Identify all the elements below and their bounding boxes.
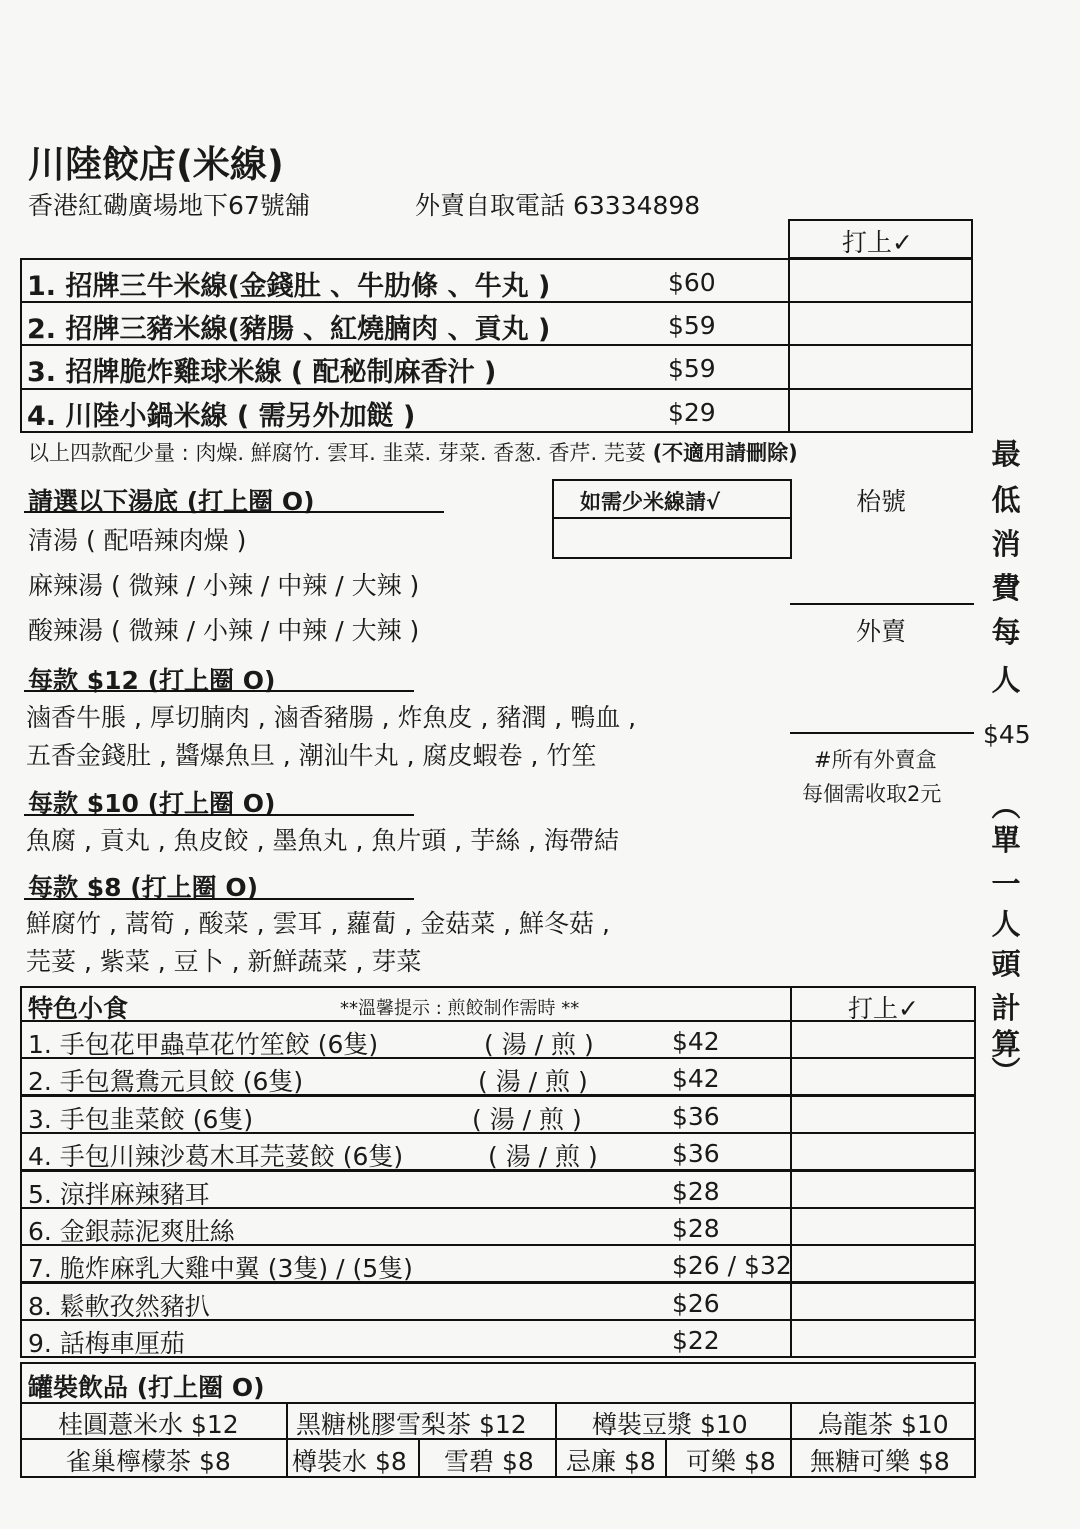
main-menu-row[interactable] (20, 258, 973, 303)
main-item-price: $59 (668, 311, 716, 340)
drink-item[interactable]: 樽裝豆漿 $10 (592, 1410, 748, 1439)
topping-line[interactable]: 滷香牛脹 , 厚切腩肉 , 滷香豬腸 , 炸魚皮 , 豬潤 , 鴨血 , (26, 703, 637, 732)
min-charge-char: ︵ (991, 789, 1021, 823)
topping-line[interactable]: 五香金錢肚 , 醬爆魚旦 , 潮汕牛丸 , 腐皮蝦卷 , 竹笙 (26, 741, 597, 770)
min-charge-char: 低 (991, 483, 1021, 517)
min-charge-char: 算 (991, 1027, 1021, 1061)
snack-price: $42 (672, 1027, 720, 1056)
snack-row[interactable] (20, 1170, 976, 1209)
topping-title-underline (24, 690, 414, 692)
min-charge-char: 計 (991, 991, 1021, 1025)
snack-name: 6. 金銀蒜泥爽肚絲 (28, 1217, 235, 1246)
min-charge-amount: $45 (983, 720, 1031, 749)
drink-item[interactable]: 烏龍茶 $10 (818, 1410, 949, 1439)
drink-item[interactable]: 黑糖桃膠雪梨茶 $12 (296, 1410, 527, 1439)
drinks-col-divider (665, 1438, 667, 1478)
takeaway-line[interactable] (790, 732, 974, 734)
table-number-line[interactable] (790, 603, 974, 605)
min-charge-char: 人 (991, 907, 1021, 941)
snacks-title: 特色小食 (28, 994, 129, 1023)
min-charge-char: 人 (991, 663, 1021, 697)
snack-name: 3. 手包韭菜餃 (6隻) (28, 1105, 254, 1134)
min-charge-char: 費 (991, 571, 1021, 605)
drinks-title: 罐裝飲品 (打上圈 O) (28, 1373, 265, 1402)
snack-name: 4. 手包川辣沙葛木耳芫荽餃 (6隻) (28, 1142, 404, 1171)
topping-line[interactable]: 魚腐 , 貢丸 , 魚皮餃 , 墨魚丸 , 魚片頭 , 芋絲 , 海帶結 (26, 826, 620, 855)
topping-group-title: 每款 $10 (打上圈 O) (28, 789, 276, 818)
main-item-name: 4. 川陸小鍋米線 ( 需另外加餸 ) (27, 401, 416, 432)
topping-line[interactable]: 芫荽 , 紫菜 , 豆卜 , 新鮮蔬菜 , 芽菜 (26, 947, 422, 976)
snack-row[interactable] (20, 1132, 976, 1171)
main-note-bold: (不適用請刪除) (652, 441, 798, 465)
drink-item[interactable]: 可樂 $8 (686, 1447, 776, 1476)
min-charge-char: 頭 (991, 947, 1021, 981)
soup-title: 請選以下湯底 (打上圈 O) (28, 487, 315, 516)
main-item-price: $59 (668, 354, 716, 383)
snack-price: $36 (672, 1139, 720, 1168)
main-item-name: 3. 招牌脆炸雞球米線 ( 配秘制麻香汁 ) (27, 357, 497, 388)
takeaway-note-2: 每個需收取2元 (802, 782, 942, 806)
drinks-col-divider (555, 1402, 557, 1478)
shop-address: 香港紅磡廣場地下67號舖 (28, 191, 310, 220)
main-item-name: 1. 招牌三牛米線(金錢肚 、牛肋條 、牛丸 ) (27, 271, 551, 302)
snack-cook-option[interactable]: ( 湯 / 煎 ) (488, 1142, 598, 1171)
main-note (28, 437, 798, 467)
soup-option[interactable]: 麻辣湯 ( 微辣 / 小辣 / 中辣 / 大辣 ) (28, 571, 420, 600)
main-tick-header: 打上✓ (842, 228, 913, 257)
main-note-text: 以上四款配少量 : 肉燥. 鮮腐竹. 雲耳. 韭菜. 芽菜. 香葱. 香芹. 芫荽 (28, 441, 646, 465)
drink-item[interactable]: 無糖可樂 $8 (810, 1447, 950, 1476)
snack-row[interactable] (20, 1095, 976, 1134)
snack-price: $36 (672, 1102, 720, 1131)
topping-title-underline (24, 898, 414, 900)
snack-cook-option[interactable]: ( 湯 / 煎 ) (484, 1030, 594, 1059)
main-item-price: $60 (668, 268, 716, 297)
shop-name: 川陸餃店(米線) (28, 143, 284, 186)
topping-group-title: 每款 $12 (打上圈 O) (28, 666, 276, 695)
snack-row[interactable] (20, 1319, 976, 1358)
drinks-col-divider (790, 1402, 792, 1478)
soup-option[interactable]: 清湯 ( 配唔辣肉燥 ) (28, 526, 247, 555)
min-charge-char: 一 (991, 867, 1021, 901)
drink-item[interactable]: 樽裝水 $8 (292, 1447, 407, 1476)
snack-name: 1. 手包花甲蟲草花竹笙餃 (6隻) (28, 1030, 379, 1059)
snack-name: 9. 話梅車厘茄 (28, 1329, 185, 1358)
topping-group-title: 每款 $8 (打上圈 O) (28, 873, 259, 902)
snack-row[interactable] (20, 1020, 976, 1059)
snack-price: $26 (672, 1289, 720, 1318)
shop-phone: 外賣自取電話 63334898 (415, 191, 701, 220)
topping-line[interactable]: 鮮腐竹 , 蒿筍 , 酸菜 , 雲耳 , 蘿蔔 , 金菇菜 , 鮮冬菇 , (26, 909, 610, 938)
drinks-header-row (20, 1362, 976, 1404)
snack-name: 8. 鬆軟孜然豬扒 (28, 1292, 210, 1321)
main-item-name: 2. 招牌三豬米線(豬腸 、紅燒腩肉 、貢丸 ) (27, 314, 551, 345)
topping-title-underline (24, 814, 414, 816)
main-menu-row[interactable] (20, 388, 973, 433)
table-number-label: 枱號 (856, 487, 907, 516)
main-tick-column-divider (788, 258, 790, 433)
less-noodle-check-box[interactable] (552, 517, 792, 559)
snack-row[interactable] (20, 1207, 976, 1246)
soup-title-underline (24, 511, 444, 513)
drinks-col-divider (418, 1438, 420, 1478)
drinks-col-divider (286, 1402, 288, 1478)
snack-cook-option[interactable]: ( 湯 / 煎 ) (478, 1067, 588, 1096)
snack-name: 7. 脆炸麻乳大雞中翼 (3隻) / (5隻) (28, 1254, 413, 1283)
snack-row[interactable] (20, 1057, 976, 1096)
snack-row[interactable] (20, 1244, 976, 1283)
min-charge-char: 單 (991, 823, 1021, 857)
main-tick-header-cell (788, 219, 973, 259)
snack-row[interactable] (20, 1282, 976, 1321)
drink-item[interactable]: 雪碧 $8 (444, 1447, 534, 1476)
main-menu-row[interactable] (20, 344, 973, 390)
main-menu-row[interactable] (20, 301, 973, 346)
drink-item[interactable]: 忌廉 $8 (566, 1447, 656, 1476)
takeaway-note-1: #所有外賣盒 (814, 748, 937, 772)
snack-price: $28 (672, 1177, 720, 1206)
snacks-tick-header: 打上✓ (848, 994, 919, 1023)
snack-price: $28 (672, 1214, 720, 1243)
less-noodle-label: 如需少米線請√ (580, 490, 721, 514)
snack-cook-option[interactable]: ( 湯 / 煎 ) (472, 1105, 582, 1134)
min-charge-char: 消 (991, 527, 1021, 561)
snack-name: 2. 手包鴛鴦元貝餃 (6隻) (28, 1067, 304, 1096)
min-charge-char: 最 (991, 437, 1021, 471)
snacks-tick-column-divider (790, 986, 792, 1356)
soup-option[interactable]: 酸辣湯 ( 微辣 / 小辣 / 中辣 / 大辣 ) (28, 616, 420, 645)
drink-item[interactable]: 雀巢檸檬茶 $8 (66, 1447, 231, 1476)
min-charge-char: 每 (991, 615, 1021, 649)
less-noodle-header-cell (552, 479, 792, 519)
min-charge-char: ︶ (991, 1055, 1021, 1089)
snack-price: $26 / $32 (672, 1251, 792, 1280)
snack-name: 5. 涼拌麻辣豬耳 (28, 1180, 210, 1209)
snacks-header-row (20, 986, 976, 1022)
snacks-hint: **溫馨提示 : 煎餃制作需時 ** (340, 998, 580, 1019)
takeaway-label: 外賣 (856, 617, 907, 646)
snack-price: $42 (672, 1064, 720, 1093)
snack-price: $22 (672, 1326, 720, 1355)
drink-item[interactable]: 桂圓薏米水 $12 (58, 1410, 239, 1439)
main-item-price: $29 (668, 398, 716, 427)
